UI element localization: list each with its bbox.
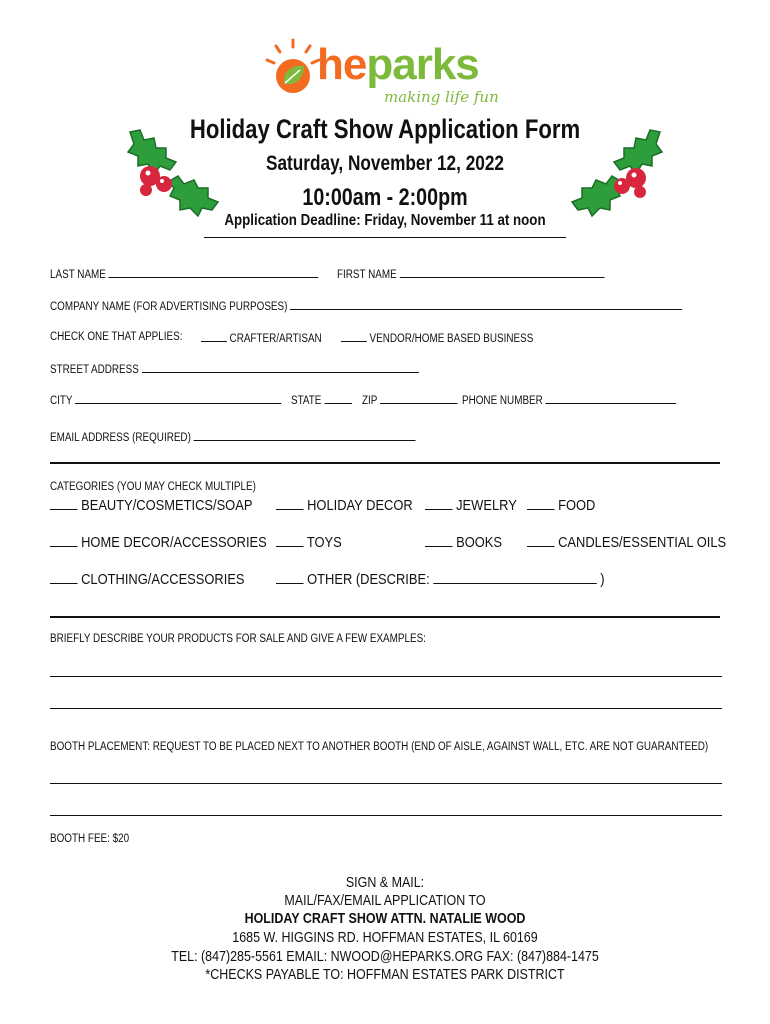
sun-leaf-icon (262, 36, 324, 98)
booth-fee: BOOTH FEE: $20 (50, 833, 130, 845)
holiday-decor-checkbox[interactable] (276, 499, 304, 510)
jewelry-checkbox[interactable] (425, 499, 453, 510)
footer-address: 1685 W. HIGGINS RD. HOFFMAN ESTATES, IL 60169 (232, 930, 538, 946)
first-name-label: FIRST NAME (337, 269, 397, 281)
booth-line-1[interactable] (50, 783, 722, 784)
booth-line-2[interactable] (50, 815, 722, 816)
zip-field[interactable] (380, 393, 457, 404)
footer-contact: TEL: (847)285-5561 EMAIL: NWOOD@HEPARKS.ORG FAX: (847)884-1475 (171, 949, 599, 965)
street-label: STREET ADDRESS (50, 364, 139, 376)
check-one-label: CHECK ONE THAT APPLIES: (50, 331, 183, 343)
last-name-field[interactable] (109, 267, 319, 278)
category-food: FOOD (558, 497, 596, 514)
logo-tagline: making life fun (384, 88, 499, 106)
application-deadline: Application Deadline: Friday, November 11 at noon (224, 212, 546, 229)
first-name-field[interactable] (399, 267, 604, 278)
category-books: BOOKS (456, 534, 502, 551)
city-label: CITY (50, 395, 73, 407)
email-field[interactable] (194, 430, 416, 441)
category-beauty: BEAUTY/COSMETICS/SOAP (81, 497, 253, 514)
food-checkbox[interactable] (527, 499, 555, 510)
category-candles: CANDLES/ESSENTIAL OILS (558, 534, 727, 551)
street-field[interactable] (142, 362, 419, 373)
company-field[interactable] (290, 299, 682, 310)
footer-mail-to: MAIL/FAX/EMAIL APPLICATION TO (284, 893, 486, 909)
state-field[interactable] (324, 393, 352, 404)
category-other-close: ) (600, 571, 605, 588)
category-holiday-decor: HOLIDAY DECOR (307, 497, 413, 514)
company-label: COMPANY NAME (FOR ADVERTISING PURPOSES) (50, 301, 288, 313)
categories-heading: CATEGORIES (YOU MAY CHECK MULTIPLE) (50, 481, 256, 493)
products-line-1[interactable] (50, 676, 722, 677)
state-label: STATE (291, 395, 322, 407)
products-label: BRIEFLY DESCRIBE YOUR PRODUCTS FOR SALE AND GIVE A FEW EXAMPLES: (50, 633, 426, 645)
heparks-logo (262, 36, 499, 110)
crafter-checkbox[interactable] (201, 331, 227, 342)
toys-checkbox[interactable] (276, 536, 304, 547)
logo-brand-prefix: he (317, 40, 367, 89)
booth-placement-label: BOOTH PLACEMENT: REQUEST TO BE PLACED NEXT TO ANOTHER BOOTH (END OF AISLE, AGAINST WALL, ETC. ARE NOT GUARANTEED) (50, 741, 709, 753)
divider-2 (50, 616, 720, 618)
form-title: Holiday Craft Show Application Form (189, 114, 581, 144)
other-describe-field[interactable] (433, 573, 596, 584)
footer-attn: HOLIDAY CRAFT SHOW ATTN. NATALIE WOOD (244, 911, 526, 927)
zip-label: ZIP (362, 395, 378, 407)
logo-brand-suffix: parks (366, 40, 479, 89)
divider-1 (50, 462, 720, 464)
deadline-underline (204, 237, 566, 238)
category-home-decor: HOME DECOR/ACCESSORIES (81, 534, 267, 551)
candles-checkbox[interactable] (527, 536, 555, 547)
vendor-label: VENDOR/HOME BASED BUSINESS (369, 333, 534, 345)
email-label: EMAIL ADDRESS (REQUIRED) (50, 432, 191, 444)
clothing-checkbox[interactable] (50, 573, 78, 584)
books-checkbox[interactable] (425, 536, 453, 547)
products-line-2[interactable] (50, 708, 722, 709)
crafter-label: CRAFTER/ARTISAN (229, 333, 322, 345)
phone-field[interactable] (546, 393, 677, 404)
event-time: 10:00am - 2:00pm (302, 184, 468, 211)
footer-sign-mail: SIGN & MAIL: (345, 875, 425, 891)
other-checkbox[interactable] (276, 573, 304, 584)
beauty-checkbox[interactable] (50, 499, 78, 510)
category-other: OTHER (DESCRIBE: (307, 571, 430, 588)
category-clothing: CLOTHING/ACCESSORIES (81, 571, 245, 588)
footer-checks-payable: *CHECKS PAYABLE TO: HOFFMAN ESTATES PARK DISTRICT (205, 967, 565, 983)
home-decor-checkbox[interactable] (50, 536, 78, 547)
city-field[interactable] (75, 393, 281, 404)
event-date: Saturday, November 12, 2022 (265, 152, 505, 175)
category-jewelry: JEWELRY (456, 497, 517, 514)
vendor-checkbox[interactable] (341, 331, 367, 342)
category-toys: TOYS (306, 534, 342, 551)
phone-label: PHONE NUMBER (462, 395, 543, 407)
last-name-label: LAST NAME (50, 269, 106, 281)
